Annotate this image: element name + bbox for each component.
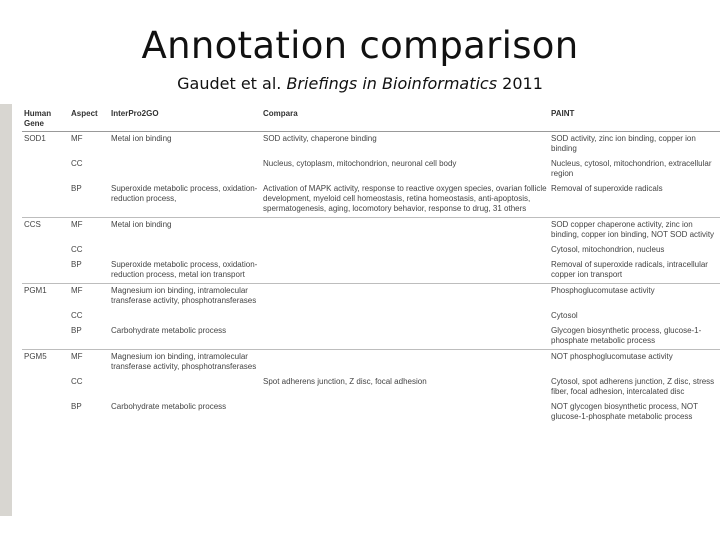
cell-compara: Nucleus, cytoplasm, mitochondrion, neuronal cell body [263,159,457,168]
cell-gene [22,309,69,324]
table-row [22,258,720,284]
cell-gene [22,324,69,350]
cell-gene: PGM1 [22,284,69,310]
table-row [22,182,720,218]
cell-gene [22,258,69,284]
table-header-row [22,106,720,132]
cell-compara [261,350,549,376]
cell-aspect: MF [69,218,109,244]
cell-compara [261,284,549,310]
cell-compara: SOD activity, chaperone binding [261,132,549,158]
cell-aspect: BP [71,402,82,411]
cell-gene [22,375,69,400]
cell-aspect: CC [71,377,83,386]
cell-interpro: Metal ion binding [109,132,261,158]
cell-paint: Glycogen biosynthetic process, glucose-1-phosphate metabolic process [551,326,702,345]
cell-paint: Cytosol [551,311,578,320]
cell-gene: CCS [22,218,69,244]
cell-interpro: Magnesium ion binding, intramolecular transferase activity, phosphotransferases [109,350,261,376]
cell-gene [22,400,69,425]
header-paint: PAINT [549,106,720,132]
cell-interpro [109,157,261,182]
cell-aspect: BP [71,260,82,269]
comparison-table-image [22,106,720,516]
cell-compara: Activation of MAPK activity, response to reactive oxygen species, ovarian follicle development, myeloid cell homeostasis, retina homeostasis, anti-apoptosis, spermatogenesis, aging, locomotory behavior, response to drug, 31 others [263,184,547,213]
slide-title: Annotation comparison [141,24,579,67]
cell-paint: Removal of superoxide radicals [551,184,663,193]
table-row [22,218,720,244]
table-row [22,284,720,310]
table-row [22,350,720,376]
citation-year: 2011 [502,74,543,93]
cell-paint: Phosphoglucomutase activity [549,284,720,310]
header-gene: Human Gene [22,106,69,132]
header-interpro: InterPro2GO [109,106,261,132]
cell-paint: NOT phosphoglucomutase activity [549,350,720,376]
cell-interpro [109,309,261,324]
cell-aspect: CC [71,245,83,254]
citation-authors: Gaudet et al. [177,74,282,93]
cell-gene [22,157,69,182]
cell-compara [261,400,549,425]
cell-interpro: Carbohydrate metabolic process [111,402,227,411]
cell-compara [261,218,549,244]
cell-gene: SOD1 [22,132,69,158]
left-accent-bar [0,104,12,516]
cell-aspect: BP [71,184,82,193]
annotation-table [22,106,720,425]
cell-interpro: Metal ion binding [109,218,261,244]
table-row [22,375,720,400]
cell-interpro: Superoxide metabolic process, oxidation-reduction process, metal ion transport [111,260,258,279]
cell-aspect: CC [71,311,83,320]
cell-gene: PGM5 [22,350,69,376]
header-compara: Compara [261,106,549,132]
cell-compara [261,258,549,284]
cell-paint: SOD copper chaperone activity, zinc ion binding, copper ion binding, NOT SOD activity [549,218,720,244]
cell-paint: SOD activity, zinc ion binding, copper ion binding [549,132,720,158]
cell-gene [22,182,69,218]
cell-paint: NOT glycogen biosynthetic process, NOT glucose-1-phosphate metabolic process [551,402,698,421]
table-row [22,400,720,425]
cell-compara [261,243,549,258]
table-row [22,324,720,350]
cell-interpro: Magnesium ion binding, intramolecular transferase activity, phosphotransferases [109,284,261,310]
cell-gene [22,243,69,258]
cell-aspect: BP [71,326,82,335]
cell-compara [261,324,549,350]
cell-aspect: CC [71,159,83,168]
table-row [22,157,720,182]
table-row [22,309,720,324]
cell-paint: Cytosol, mitochondrion, nucleus [551,245,665,254]
cell-paint: Nucleus, cytosol, mitochondrion, extracellular region [551,159,712,178]
cell-interpro [109,243,261,258]
cell-compara: Spot adherens junction, Z disc, focal adhesion [263,377,427,386]
cell-aspect: MF [69,284,109,310]
cell-interpro [109,375,261,400]
header-aspect: Aspect [69,106,109,132]
table-row [22,243,720,258]
cell-paint: Cytosol, spot adherens junction, Z disc, stress fiber, focal adhesion, intercalated disc [551,377,715,396]
cell-aspect: MF [69,132,109,158]
cell-compara [261,309,549,324]
cell-paint: Removal of superoxide radicals, intracellular copper ion transport [551,260,708,279]
table-row [22,132,720,158]
cell-interpro: Superoxide metabolic process, oxidation-reduction process, [111,184,258,203]
citation-journal: Briefings in Bioinformatics [286,74,498,93]
cell-aspect: MF [69,350,109,376]
citation [0,74,720,93]
cell-interpro: Carbohydrate metabolic process [111,326,227,335]
